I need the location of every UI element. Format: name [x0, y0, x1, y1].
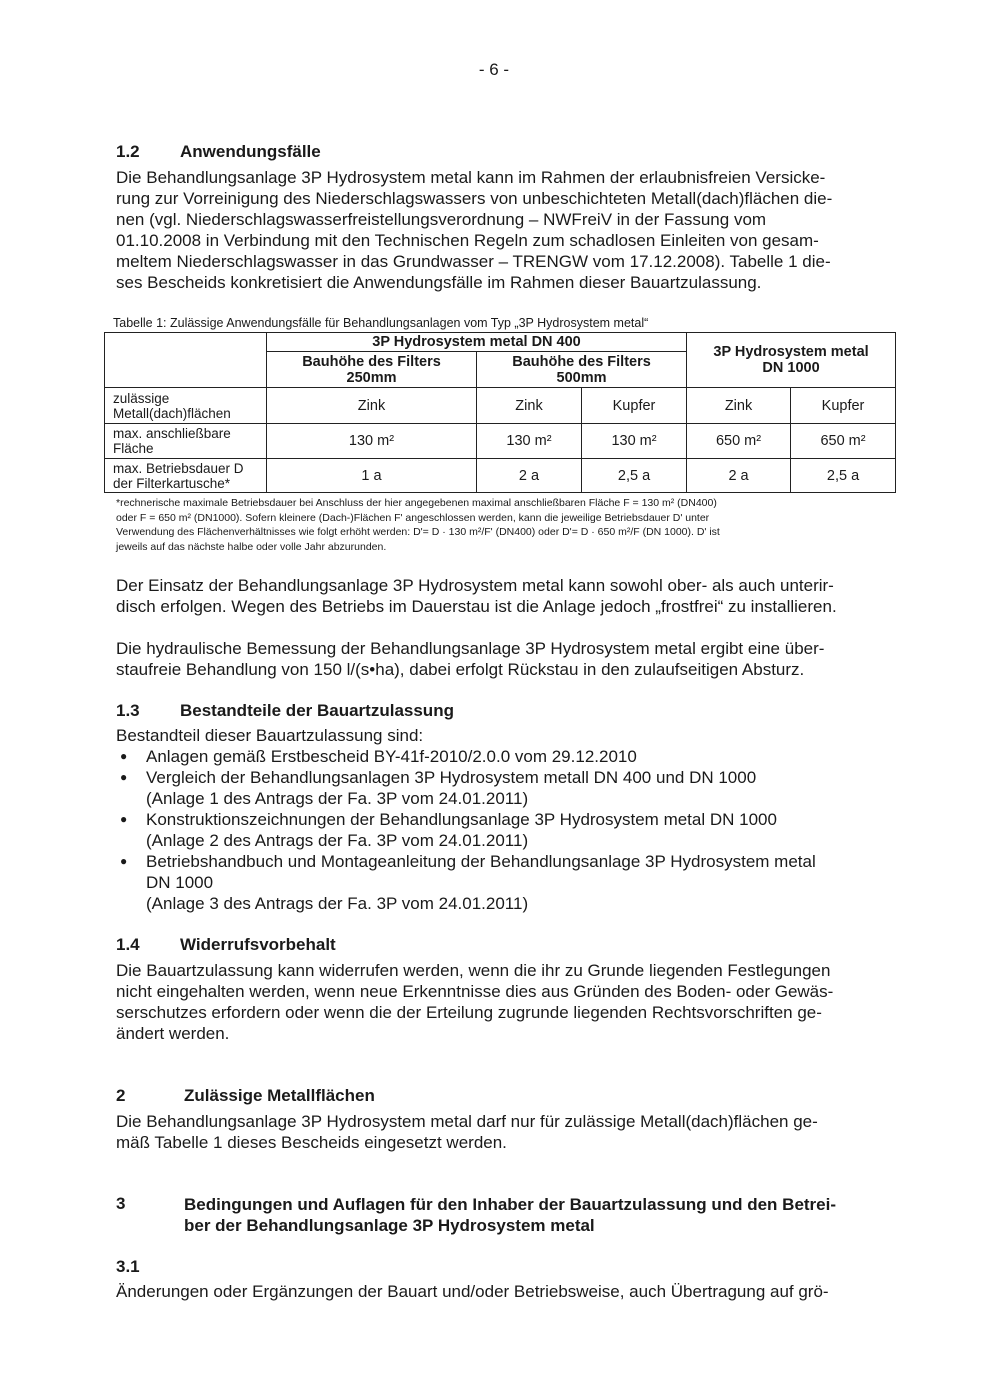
footnote-line: oder F = 650 m² (DN1000). Sofern kleinere (Dach-)Flächen F' angeschlossen werden, kann die jeweilige Betriebsdauer D' unter — [116, 511, 710, 524]
text-line: ändert werden. — [116, 1024, 230, 1043]
table-cell: 2 a — [687, 459, 791, 493]
list-item — [116, 851, 888, 914]
table-anwendungsfaelle — [104, 332, 896, 493]
text-line: rung zur Vorreinigung des Niederschlagswassers von unbeschichteten Metall(dach)flächen die- — [116, 189, 833, 208]
header-filter-line: Bauhöhe des Filters — [512, 353, 651, 370]
text-line: disch erfolgen. Wegen des Betriebs im Dauerstau ist die Anlage jedoch „frostfrei“ zu installieren. — [116, 597, 837, 616]
table-row — [105, 424, 896, 459]
row-label-line: max. Betriebsdauer D — [113, 460, 244, 476]
paragraph-widerruf — [116, 960, 888, 1044]
footnote-line: Verwendung des Flächenverhältnisses wie folgt erhöht werden: D'= D · 130 m²/F' (DN400) oder D'= D · 650 m²/F (DN 1000). D' ist — [116, 526, 720, 539]
table-cell: 130 m² — [582, 424, 687, 459]
text-line: Änderungen oder Ergänzungen der Bauart und/oder Betriebsweise, auch Übertragung auf grö- — [116, 1282, 829, 1301]
text-line: meltem Niederschlagswasser in das Grundwasser – TRENGW vom 17.12.2008). Tabelle 1 die- — [116, 252, 831, 271]
section-number: 3 — [116, 1194, 126, 1213]
section-number: 1.4 — [116, 935, 140, 954]
section-number: 3.1 — [116, 1257, 140, 1276]
text-line: nicht eingehalten werden, wenn neue Erkenntnisse dies aus Gründen des Boden- oder Gewäs- — [116, 982, 834, 1001]
row-label — [105, 424, 267, 459]
table-cell: 1 a — [267, 459, 477, 493]
row-label-line: Metall(dach)flächen — [113, 405, 231, 421]
table-cell: Kupfer — [791, 388, 896, 424]
header-dn1000-line: DN 1000 — [762, 360, 820, 376]
footnote-line: jeweils auf das nächste halbe oder volle Jahr abzurunden. — [116, 540, 387, 553]
header-dn1000 — [687, 333, 896, 388]
table-cell: Zink — [687, 388, 791, 424]
section-title-line: Bedingungen und Auflagen für den Inhaber der Bauartzulassung und den Betrei- — [184, 1195, 837, 1214]
section-number: 1.3 — [116, 701, 140, 720]
section-title-line: ber der Behandlungsanlage 3P Hydrosystem metal — [184, 1216, 595, 1235]
table-footnote — [116, 496, 892, 554]
text-line: (Anlage 2 des Antrags der Fa. 3P vom 24.01.2011) — [146, 831, 529, 850]
bullet-icon: ● — [120, 812, 128, 826]
bestandteile-list — [116, 746, 888, 914]
table-cell: 130 m² — [267, 424, 477, 459]
row-label-line: zulässige — [113, 390, 170, 406]
section-heading-1-2 — [116, 142, 321, 162]
table-cell: Zink — [267, 388, 477, 424]
row-label-line: max. anschließbare — [113, 426, 231, 441]
table-caption: Tabelle 1: Zulässige Anwendungsfälle für Behandlungsanlagen vom Typ „3P Hydrosystem metal“ — [113, 316, 649, 330]
header-filter-line: Bauhöhe des Filters — [302, 353, 441, 370]
row-label-line: der Filterkartusche* — [113, 475, 231, 491]
header-dn400: 3P Hydrosystem metal DN 400 — [267, 333, 687, 352]
list-item — [116, 746, 888, 767]
page-number: - 6 - — [478, 60, 510, 79]
text-line: Anlagen gemäß Erstbescheid BY-41f-2010/2.0.0 vom 29.12.2010 — [146, 747, 637, 766]
text-line: Konstruktionszeichnungen der Behandlungsanlage 3P Hydrosystem metal DN 1000 — [146, 810, 777, 829]
section-title: Widerrufsvorbehalt — [180, 935, 336, 954]
text-line: Die hydraulische Bemessung der Behandlungsanlage 3P Hydrosystem metal ergibt eine über- — [116, 639, 825, 658]
row-label — [105, 388, 267, 424]
bullet-icon: ● — [120, 770, 128, 784]
header-filter-250 — [267, 352, 477, 388]
text-line: mäß Tabelle 1 dieses Bescheids eingesetzt werden. — [116, 1133, 507, 1152]
header-dn1000-line: 3P Hydrosystem metal — [713, 344, 869, 360]
section-heading-2 — [116, 1086, 375, 1106]
text-line: Die Behandlungsanlage 3P Hydrosystem metal darf nur für zulässige Metall(dach)flächen ge- — [116, 1112, 818, 1131]
table-cell: 130 m² — [477, 424, 582, 459]
paragraph-anwendungsfaelle — [116, 167, 888, 293]
table-cell: 2,5 a — [791, 459, 896, 493]
section-title: Bestandteile der Bauartzulassung — [180, 701, 454, 720]
table-corner-cell — [105, 333, 267, 388]
section-title: Anwendungsfälle — [180, 142, 321, 161]
paragraph-hydraulisch — [116, 638, 888, 680]
paragraph-einsatz — [116, 575, 888, 617]
section-title: Zulässige Metallflächen — [184, 1086, 375, 1105]
bullet-icon: ● — [120, 749, 128, 763]
paragraph-aenderungen — [116, 1281, 888, 1302]
section-number: 1.2 — [116, 142, 140, 161]
table-row — [105, 459, 896, 493]
header-filter-500 — [477, 352, 687, 388]
text-line: (Anlage 1 des Antrags der Fa. 3P vom 24.01.2011) — [146, 789, 529, 808]
section-heading-3-1 — [116, 1257, 180, 1277]
text-line: ses Bescheids konkretisiert die Anwendungsfälle im Rahmen dieser Bauartzulassung. — [116, 273, 762, 292]
text-line: 01.10.2008 in Verbindung mit den Technischen Regeln zum schadlosen Einleiten von gesam- — [116, 231, 819, 250]
table-cell: 650 m² — [791, 424, 896, 459]
list-item — [116, 809, 888, 851]
table-cell: Kupfer — [582, 388, 687, 424]
section-number: 2 — [116, 1086, 126, 1105]
bullet-icon: ● — [120, 854, 128, 868]
text-line: Die Behandlungsanlage 3P Hydrosystem metal kann im Rahmen der erlaubnisfreien Versicke- — [116, 168, 826, 187]
table-row — [105, 388, 896, 424]
table-cell: Zink — [477, 388, 582, 424]
text-line: Die Bauartzulassung kann widerrufen werden, wenn die ihr zu Grunde liegenden Festlegungen — [116, 961, 831, 980]
text-line: DN 1000 — [146, 873, 214, 892]
row-label — [105, 459, 267, 493]
table-cell: 650 m² — [687, 424, 791, 459]
header-filter-line: 500mm — [556, 369, 607, 386]
text-line: serschutzes erfordern oder wenn die der Erteilung zugrunde liegenden Rechtsvorschriften ge- — [116, 1003, 822, 1022]
header-filter-line: 250mm — [346, 369, 397, 386]
text-line: Der Einsatz der Behandlungsanlage 3P Hydrosystem metal kann sowohl ober- als auch unterir- — [116, 576, 834, 595]
footnote-line: *rechnerische maximale Betriebsdauer bei Anschluss der hier angegebenen maximal anschließbaren Fläche F = 130 m² (DN400) — [116, 497, 717, 509]
text-line: (Anlage 3 des Antrags der Fa. 3P vom 24.01.2011) — [146, 894, 529, 913]
text-line: Vergleich der Behandlungsanlagen 3P Hydrosystem metall DN 400 und DN 1000 — [146, 768, 757, 787]
row-label-line: Fläche — [113, 441, 154, 456]
list-intro: Bestandteil dieser Bauartzulassung sind: — [116, 726, 424, 745]
table-cell: 2 a — [477, 459, 582, 493]
table-header-row — [105, 333, 896, 352]
section-title — [184, 1194, 836, 1236]
list-item — [116, 767, 888, 809]
text-line: staufreie Behandlung von 150 l/(s•ha), dabei erfolgt Rückstau in den zulaufseitigen Absturz. — [116, 660, 805, 679]
section-heading-1-4 — [116, 935, 336, 955]
paragraph-metallflaechen — [116, 1111, 888, 1153]
text-line: nen (vgl. Niederschlagswasserfreistellungsverordnung – NWFreiV in der Fassung vom — [116, 210, 767, 229]
text-line: Betriebshandbuch und Montageanleitung der Behandlungsanlage 3P Hydrosystem metal — [146, 852, 816, 871]
section-heading-3 — [116, 1194, 836, 1236]
section-heading-1-3 — [116, 701, 454, 721]
table-cell: 2,5 a — [582, 459, 687, 493]
